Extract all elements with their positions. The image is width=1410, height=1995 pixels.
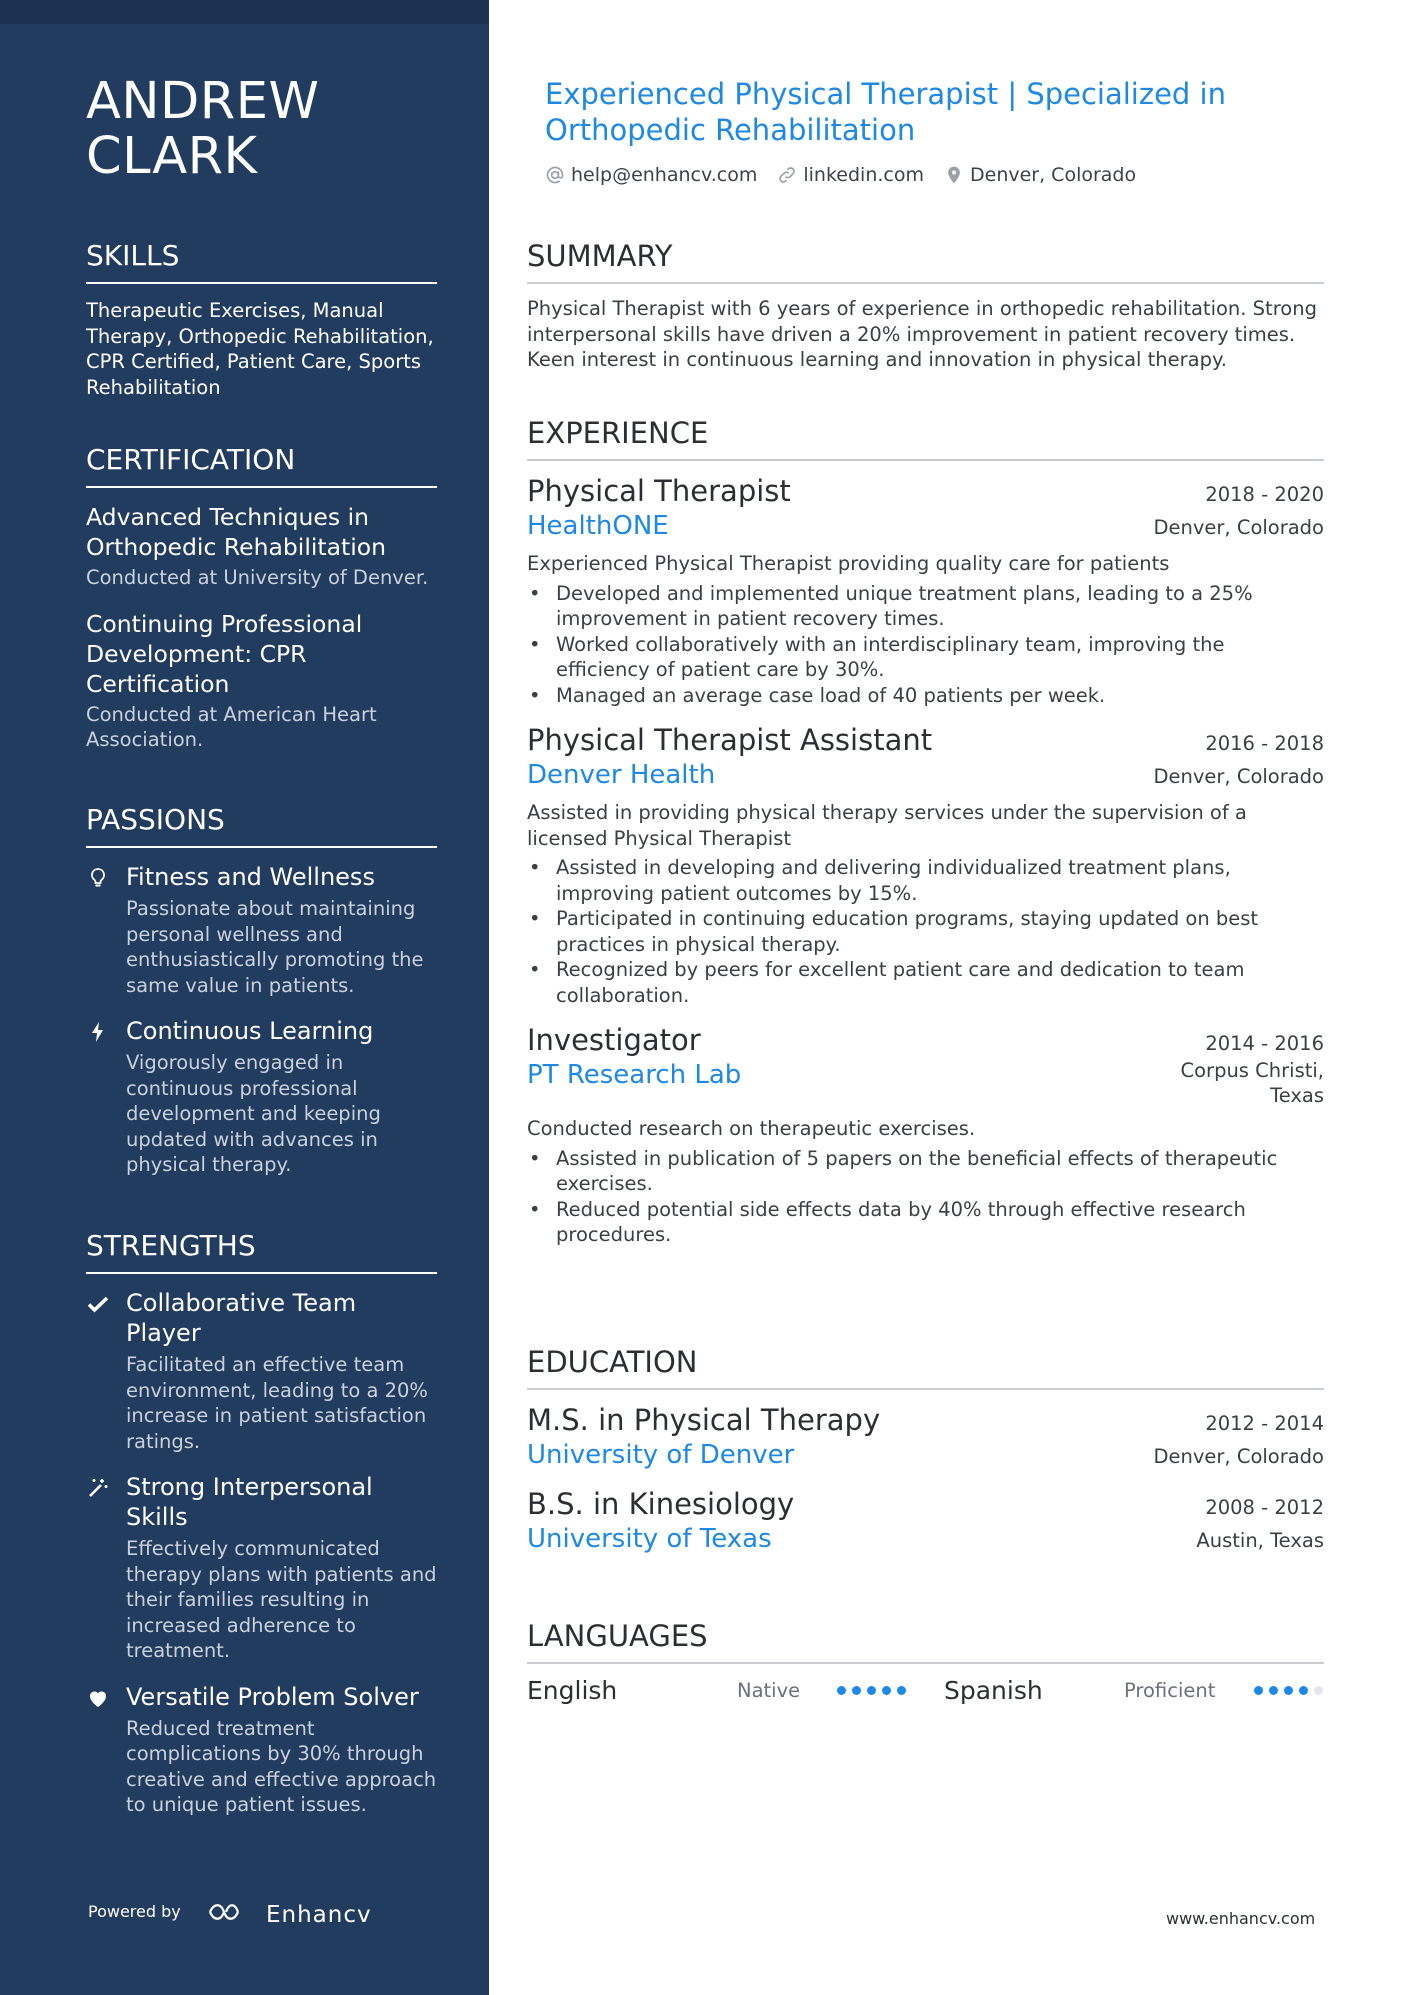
passions-title: PASSIONS xyxy=(86,802,437,848)
job-entry xyxy=(527,722,1324,1008)
language-rating xyxy=(837,1686,906,1695)
summary-title: SUMMARY xyxy=(527,238,1324,284)
education-date: 2008 - 2012 xyxy=(1205,1496,1324,1519)
powered-by-label: Powered by xyxy=(88,1902,181,1921)
education-degree: M.S. in Physical Therapy xyxy=(527,1403,881,1437)
strengths-section xyxy=(86,1228,437,1836)
sidebar xyxy=(0,0,489,1995)
languages-title: LANGUAGES xyxy=(527,1618,1324,1664)
passion-desc: Vigorously engaged in continuous professional development and keeping updated with advances in physical therapy. xyxy=(126,1051,381,1176)
job-bullets xyxy=(527,1146,1324,1248)
certification-title: CERTIFICATION xyxy=(86,442,437,488)
job-bullet: • Managed an average case load of 40 patients per week. xyxy=(527,683,1324,709)
job-company: PT Research Lab xyxy=(527,1060,742,1090)
job-description: Assisted in providing physical therapy services under the supervision of a licensed Physical Therapist xyxy=(527,801,1247,850)
lightning-bolt-icon xyxy=(86,1020,110,1044)
job-bullet: • Assisted in developing and delivering individualized treatment plans, improving patient outcomes by 15%. xyxy=(527,855,1324,906)
strength-item xyxy=(86,1682,437,1818)
job-bullet: • Recognized by peers for excellent patient care and dedication to team collaboration. xyxy=(527,957,1324,1008)
contact-bar xyxy=(545,164,1136,186)
job-date: 2018 - 2020 xyxy=(1205,483,1324,506)
passion-desc: Passionate about maintaining personal wellness and enthusiastically promoting the same value in patients. xyxy=(126,897,424,997)
rating-dot-filled xyxy=(867,1686,876,1695)
language-name: English xyxy=(527,1676,618,1705)
certification-item xyxy=(86,609,437,753)
strength-desc: Effectively communicated therapy plans with patients and their families resulting in increased adherence to treatment. xyxy=(126,1537,437,1662)
enhancv-brand: Enhancv xyxy=(266,1902,372,1928)
job-company: HealthONE xyxy=(527,511,669,541)
job-title: Physical Therapist xyxy=(527,474,791,508)
education-degree: B.S. in Kinesiology xyxy=(527,1487,795,1521)
rating-dot-filled xyxy=(1284,1686,1293,1695)
language-level: Proficient xyxy=(1124,1679,1216,1702)
education-date: 2012 - 2014 xyxy=(1205,1412,1324,1435)
job-bullet: • Participated in continuing education programs, staying updated on best practices in physical therapy. xyxy=(527,906,1324,957)
lightbulb-icon xyxy=(86,866,110,890)
contact-linkedin[interactable] xyxy=(777,164,924,186)
summary-text: Physical Therapist with 6 years of experience in orthopedic rehabilitation. Strong interpersonal skills have driven a 20% improvement in patient recovery times. Keen interest in continuous learning and innovation in physical therapy. xyxy=(527,297,1317,371)
skills-section xyxy=(86,238,437,400)
enhancv-website[interactable]: www.enhancv.com xyxy=(1166,1909,1316,1928)
magic-wand-icon xyxy=(86,1476,110,1500)
job-entry xyxy=(527,473,1324,708)
certification-name: Continuing Professional Development: CPR Certification xyxy=(86,609,363,698)
language-rating xyxy=(1254,1686,1323,1695)
strength-desc: Facilitated an effective team environment, leading to a 20% increase in patient satisfaction ratings. xyxy=(126,1353,428,1453)
job-date: 2014 - 2016 xyxy=(1205,1032,1324,1055)
passions-section xyxy=(86,802,437,1196)
passion-item xyxy=(86,862,437,998)
link-icon xyxy=(777,165,797,185)
language-item xyxy=(527,1676,907,1705)
job-location: Corpus Christi, Texas xyxy=(1180,1059,1324,1107)
language-level: Native xyxy=(737,1679,801,1702)
at-icon xyxy=(545,165,565,185)
experience-title: EXPERIENCE xyxy=(527,415,1324,461)
education-section xyxy=(527,1344,1324,1556)
strength-desc: Reduced treatment complications by 30% through creative and effective approach to unique patient issues. xyxy=(126,1716,437,1816)
job-company: Denver Health xyxy=(527,760,716,790)
location-pin-icon xyxy=(944,165,964,185)
checkmark-icon xyxy=(86,1292,110,1316)
rating-dot-empty xyxy=(1314,1686,1323,1695)
experience-section xyxy=(527,415,1324,1248)
passion-title: Fitness and Wellness xyxy=(126,863,375,891)
rating-dot-filled xyxy=(1299,1686,1308,1695)
job-description: Conducted research on therapeutic exercises. xyxy=(527,1117,976,1140)
languages-section xyxy=(527,1618,1324,1705)
job-location: Denver, Colorado xyxy=(1153,516,1324,539)
heart-icon xyxy=(86,1686,110,1710)
job-location: Denver, Colorado xyxy=(1153,765,1324,788)
rating-dot-filled xyxy=(897,1686,906,1695)
skills-title: SKILLS xyxy=(86,238,437,284)
headline: Experienced Physical Therapist | Specialized in Orthopedic Rehabilitation xyxy=(545,77,1226,147)
certification-item xyxy=(86,502,437,591)
certification-name: Advanced Techniques in Orthopedic Rehabilitation xyxy=(86,503,387,561)
contact-location-text: Denver, Colorado xyxy=(970,164,1137,186)
job-bullet: • Reduced potential side effects data by 40% through effective research procedures. xyxy=(527,1197,1324,1248)
strength-item xyxy=(86,1472,437,1664)
contact-email-text: help@enhancv.com xyxy=(571,164,758,186)
summary-section xyxy=(527,238,1324,373)
contact-linkedin-text: linkedin.com xyxy=(803,164,924,186)
education-entry xyxy=(527,1486,1324,1556)
job-entry xyxy=(527,1022,1324,1248)
passion-item xyxy=(86,1016,437,1178)
rating-dot-filled xyxy=(1269,1686,1278,1695)
job-bullet: • Developed and implemented unique treatment plans, leading to a 25% improvement in patient recovery times. xyxy=(527,581,1324,632)
certification-section xyxy=(86,442,437,771)
job-description: Experienced Physical Therapist providing quality care for patients xyxy=(527,552,1170,575)
education-title: EDUCATION xyxy=(527,1344,1324,1390)
language-name: Spanish xyxy=(944,1676,1043,1705)
job-title: Investigator xyxy=(527,1023,701,1057)
strength-item xyxy=(86,1288,437,1454)
strength-title: Collaborative Team Player xyxy=(126,1289,357,1347)
education-location: Austin, Texas xyxy=(1196,1529,1324,1552)
language-item xyxy=(944,1676,1324,1705)
job-bullet: • Assisted in publication of 5 papers on the beneficial effects of therapeutic exercises. xyxy=(527,1146,1324,1197)
job-date: 2016 - 2018 xyxy=(1205,732,1324,755)
job-title: Physical Therapist Assistant xyxy=(527,723,933,757)
job-bullet: • Worked collaboratively with an interdisciplinary team, improving the efficiency of patient care by 30%. xyxy=(527,632,1324,683)
education-school: University of Texas xyxy=(527,1524,772,1554)
rating-dot-filled xyxy=(837,1686,846,1695)
education-school: University of Denver xyxy=(527,1440,795,1470)
contact-location xyxy=(944,164,1136,186)
certification-issuer: Conducted at American Heart Association. xyxy=(86,702,377,751)
candidate-name: ANDREW CLARK xyxy=(86,72,320,186)
strength-title: Strong Interpersonal Skills xyxy=(126,1473,373,1531)
sidebar-top-strip xyxy=(0,0,489,24)
job-bullets xyxy=(527,855,1324,1008)
rating-dot-filled xyxy=(1254,1686,1263,1695)
rating-dot-filled xyxy=(882,1686,891,1695)
skills-text: Therapeutic Exercises, Manual Therapy, Orthopedic Rehabilitation, CPR Certified, Patient Care, Sports Rehabilitation xyxy=(86,299,434,399)
strength-title: Versatile Problem Solver xyxy=(126,1682,419,1711)
job-bullets xyxy=(527,581,1324,709)
contact-email[interactable] xyxy=(545,164,757,186)
education-location: Denver, Colorado xyxy=(1153,1445,1324,1468)
rating-dot-filled xyxy=(852,1686,861,1695)
strengths-title: STRENGTHS xyxy=(86,1228,437,1274)
passion-title: Continuous Learning xyxy=(126,1017,374,1045)
education-entry xyxy=(527,1402,1324,1472)
certification-issuer: Conducted at University of Denver. xyxy=(86,566,429,589)
